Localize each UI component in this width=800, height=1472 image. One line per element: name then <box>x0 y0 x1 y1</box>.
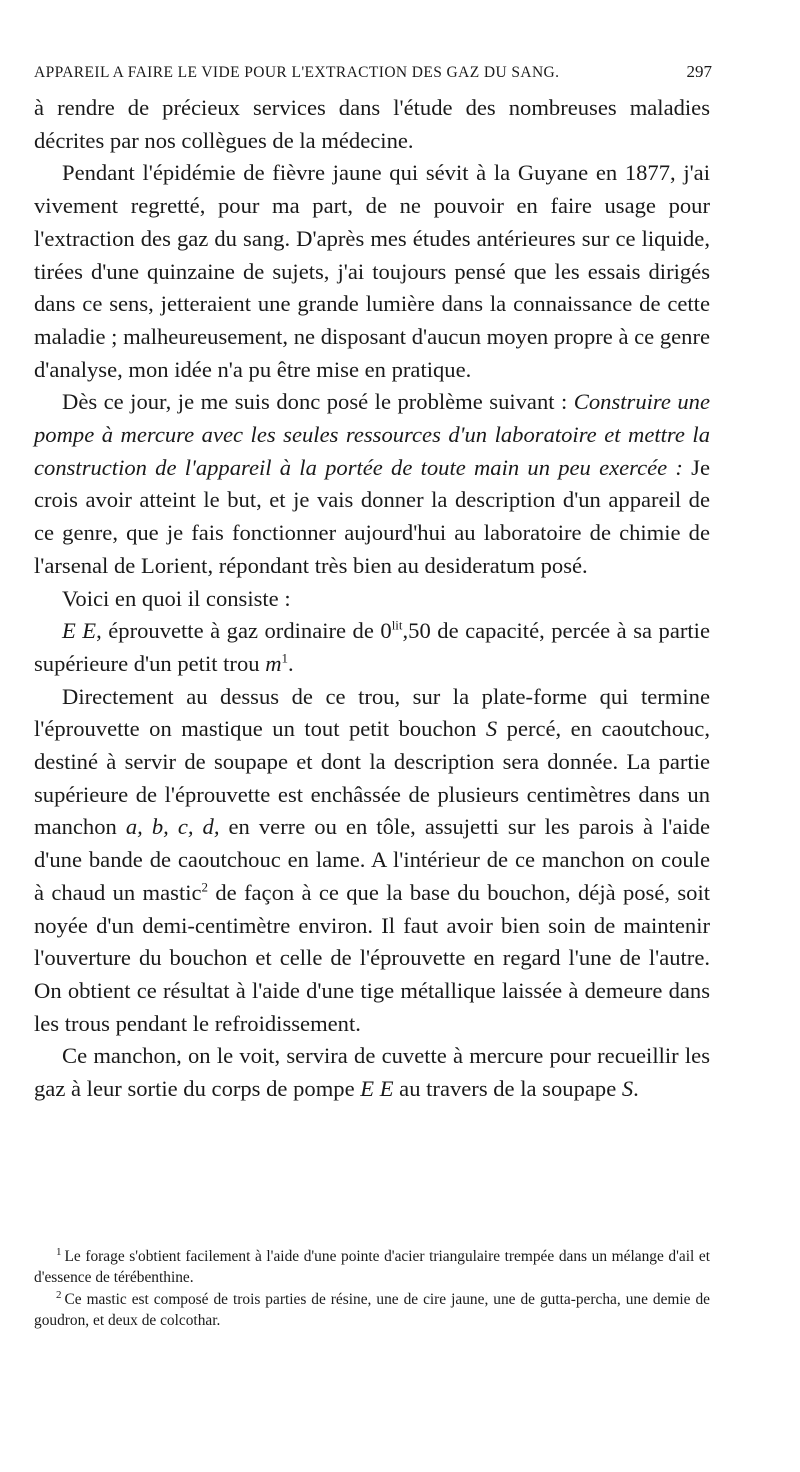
paragraph-1: à rendre de précieux services dans l'étude des nombreuses maladies décrites par nos collègues de la médecine. <box>34 95 710 153</box>
paragraph-5-part-b: ,50 de capacité, percée à sa partie supérieure d'un petit trou <box>34 618 710 676</box>
paragraph-6 <box>34 681 710 1041</box>
paragraph-6-part-b: percé, en caoutchouc, destiné à servir de soupape et dont la description sera donnée. La partie supérieure de l'éprouvette est enchâssée de plusieurs centimètres dans un manchon <box>34 716 710 840</box>
labels-abcd: a, b, c, d, <box>125 814 220 840</box>
footnote-1 <box>34 1246 710 1289</box>
paragraph-7-part-b: au travers de la soupape <box>393 1076 622 1102</box>
paragraph-5 <box>34 615 710 680</box>
unit-litre: lit <box>391 617 403 633</box>
label-S: S <box>485 716 498 742</box>
label-EE-2: E E <box>360 1076 394 1102</box>
paragraph-3-end: Je crois avoir atteint le but, et je vais donner la description d'un appareil de ce genre, que je fais fonctionner aujourd'hui au laboratoire de chimie de l'arsenal de Lorient, répondant très bien au desideratum posé. <box>34 454 710 578</box>
page-number: 297 <box>686 62 712 81</box>
footnote-ref-1: 1 <box>281 650 289 666</box>
paragraph-7-end: . <box>633 1076 639 1102</box>
paragraph-7-part-a: Ce manchon, on le voit, servira de cuvette à mercure pour recueillir les gaz à leur sortie du corps de pompe <box>34 1043 710 1102</box>
running-title: APPAREIL A FAIRE LE VIDE POUR L'EXTRACTION DES GAZ DU SANG. <box>34 64 560 81</box>
paragraph-3-start: Dès ce jour, je me suis donc posé le problème suivant : <box>62 389 574 415</box>
paragraph-6-part-c: en verre ou en tôle, assujetti sur les parois à l'aide d'une bande de caoutchouc en lame. A l'intérieur de ce manchon on coule à chaud un mastic <box>34 814 710 905</box>
paragraph-7 <box>34 1040 710 1105</box>
footnotes <box>34 1246 710 1332</box>
footnote-2-marker: 2 <box>56 1288 62 1301</box>
footnote-1-text: Le forage s'obtient facilement à l'aide d'une pointe d'acier triangulaire trempée dans un mélange d'ail et d'essence de térébenthine. <box>34 1248 710 1287</box>
problem-statement: Construire une pompe à mercure avec les seules ressources d'un laboratoire et mettre la construction de l'appareil à la portée de toute main un peu exercée : <box>34 389 710 480</box>
paragraph-5-end: . <box>288 650 294 676</box>
paragraph-6-part-a: Directement au dessus de ce trou, sur la plate-forme qui termine l'éprouvette on mastique un tout petit bouchon <box>34 683 710 742</box>
paragraph-2: Pendant l'épidémie de fièvre jaune qui sévit à la Guyane en 1877, j'ai vivement regretté, pour ma part, de ne pouvoir en faire usage pour l'extraction des gaz du sang. D'après mes études antérieures sur ce liquide, tirées d'une quinzaine de sujets, j'ai toujours pensé que les essais dirigés dans ce sens, jetteraient une grande lumière dans la connaissance de cette maladie ; malheureusement, ne disposant d'aucun moyen propre à ce genre d'analyse, mon idée n'a pu être mise en pratique. <box>34 160 710 382</box>
body-text <box>34 92 710 1106</box>
running-head <box>34 62 712 82</box>
footnote-ref-2: 2 <box>201 879 209 895</box>
paragraph-4: Voici en quoi il consiste : <box>62 585 291 611</box>
label-S-2: S <box>621 1076 634 1102</box>
footnote-1-marker: 1 <box>56 1245 62 1258</box>
footnote-2 <box>34 1289 710 1332</box>
variable-m: m <box>265 650 282 676</box>
paragraph-5-part-a: , éprouvette à gaz ordinaire de 0 <box>96 618 392 644</box>
footnote-2-text: Ce mastic est composé de trois parties de résine, une de cire jaune, une de gutta-percha, une demie de goudron, et deux de colcothar. <box>34 1290 710 1330</box>
paragraph-6-part-d: de façon à ce que la base du bouchon, déjà posé, soit noyée d'un demi-centimètre environ. Il faut avoir bien soin de maintenir l'ouverture du bouchon et celle de l'éprouvette en regard l'une de l'autre. On obtient ce résultat à l'aide d'une tige métallique laissée à demeure dans les trous pendant le refroidissement. <box>34 879 710 1036</box>
paragraph-3 <box>34 386 710 582</box>
label-EE: E E <box>62 618 97 644</box>
